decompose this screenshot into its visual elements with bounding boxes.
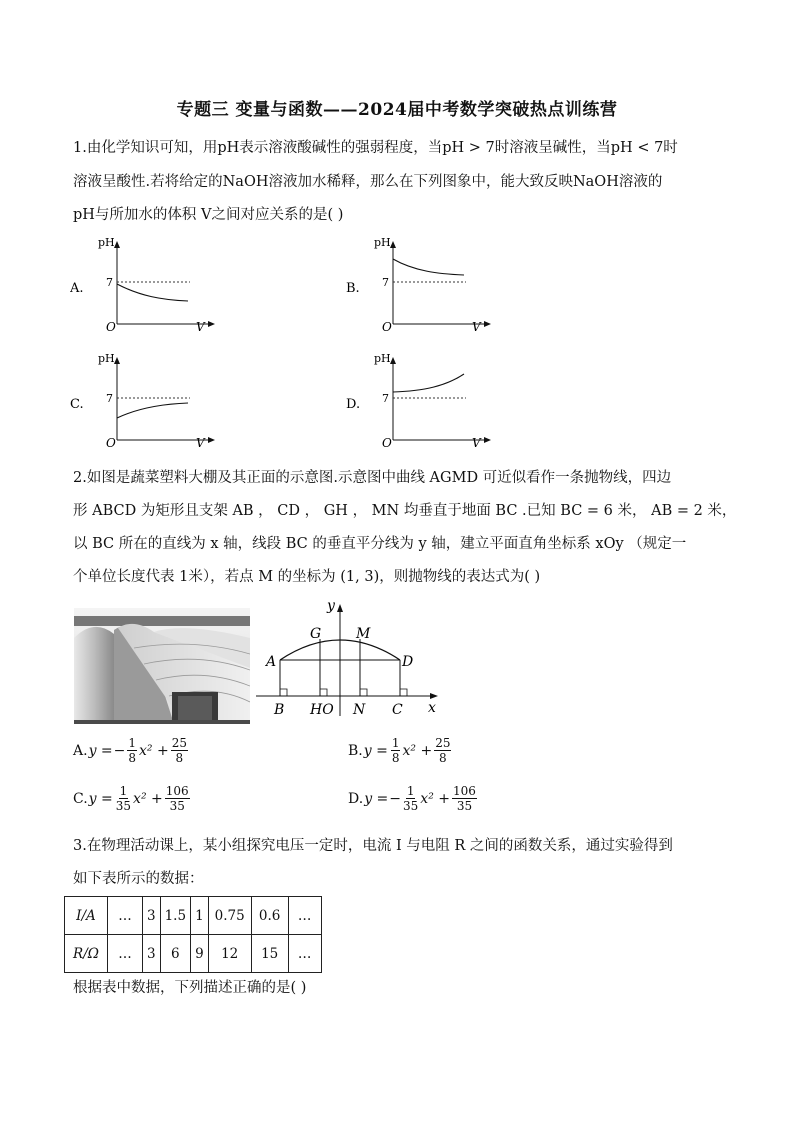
q2-option-c-num2: 106	[165, 784, 189, 798]
label-x: x	[428, 700, 436, 716]
q1-option-c-graph	[70, 350, 220, 450]
q2-option-a-label: A.	[73, 742, 88, 759]
q2-option-d-den1: 35	[403, 799, 419, 813]
q2-option-a-mid: x² +	[139, 742, 169, 759]
q3-line-1: 3.在物理活动课上，某小组探究电压一定时，电流 I 与电阻 R 之间的函数关系，通过实验得到	[73, 838, 673, 854]
q1-option-d-v: V	[472, 436, 481, 450]
q2-option-c-label: C.	[73, 790, 88, 807]
table-cell: 9	[191, 935, 209, 973]
table-cell: 1.5	[160, 897, 190, 935]
table-row	[65, 935, 322, 973]
q1-option-c-label: C.	[70, 397, 84, 412]
q1-option-c-ph: pH	[98, 352, 115, 365]
q1-option-a-graph	[70, 234, 220, 334]
q2-option-a-lhs: y =	[88, 742, 113, 759]
q2-line-3: 以 BC 所在的直线为 x 轴，线段 BC 的垂直平分线为 y 轴，建立平面直角坐标系 xOy （规定一	[73, 536, 687, 552]
table-cell: 0.6	[251, 897, 288, 935]
table-cell: …	[108, 897, 143, 935]
q2-option-a	[73, 736, 189, 765]
q2-option-d	[348, 784, 478, 813]
q1-option-a-v: V	[196, 320, 205, 334]
q2-option-c-den1: 35	[115, 799, 132, 813]
q2-option-d-num1: 1	[406, 784, 415, 798]
q2-option-b-num2: 25	[435, 736, 451, 750]
q2-option-a-sign: −	[113, 742, 126, 759]
table-cell: 1	[191, 897, 209, 935]
q2-line-1: 2.如图是蔬菜塑料大棚及其正面的示意图.示意图中曲线 AGMD 可近似看作一条抛物线，四边	[73, 470, 672, 486]
q2-option-b-label: B.	[348, 742, 363, 759]
table-cell: …	[288, 897, 321, 935]
q1-option-a-ph: pH	[98, 236, 115, 249]
q2-option-b	[348, 736, 452, 765]
q1-line-3: pH与所加水的体积 V之间对应关系的是( )	[73, 207, 344, 223]
q1-option-a-origin: O	[106, 320, 116, 334]
q1-option-d-origin: O	[382, 436, 392, 450]
q2-line-4: 个单位长度代表 1米），若点 M 的坐标为 (1, 3)，则抛物线的表达式为( )	[73, 569, 541, 585]
q2-line-2: 形 ABCD 为矩形且支架 AB ， CD ， GH ， MN 均垂直于地面 BC .已知 BC = 6 米， AB = 2 米，	[73, 503, 737, 519]
q2-option-d-den2: 35	[456, 799, 473, 813]
q1-option-c-origin: O	[106, 436, 116, 450]
q2-option-b-lhs: y =	[363, 742, 388, 759]
q2-option-b-num1: 1	[391, 736, 400, 750]
q1-option-a-seven: 7	[106, 276, 113, 289]
q1-option-a-curve	[117, 284, 188, 301]
q1-option-c-curve	[117, 403, 188, 418]
table-cell: …	[288, 935, 321, 973]
q1-option-b-graph	[346, 234, 496, 334]
q1-option-b-curve	[393, 259, 464, 275]
table-row	[65, 897, 322, 935]
q1-option-b-origin: O	[382, 320, 392, 334]
q2-option-c-lhs: y =	[88, 790, 113, 807]
q1-option-a-label: A.	[70, 281, 84, 296]
q1-option-c-v: V	[196, 436, 205, 450]
q1-option-c-seven: 7	[106, 392, 113, 405]
q2-option-a-den2: 8	[175, 751, 184, 765]
q2-option-c	[73, 784, 191, 813]
table-cell: I/A	[65, 897, 108, 935]
q2-option-b-den2: 8	[439, 751, 447, 765]
page-title: 专题三 变量与函数——2024届中考数学突破热点训练营	[176, 100, 618, 120]
label-a: A	[266, 654, 277, 670]
q2-option-d-sign: −	[389, 790, 402, 807]
q1-option-d-graph	[346, 350, 496, 450]
q2-option-a-num1: 1	[128, 736, 137, 750]
label-b: B	[274, 702, 285, 718]
q1-option-b-label: B.	[346, 281, 360, 296]
table-cell: 15	[251, 935, 288, 973]
q2-option-d-mid: x² +	[420, 790, 450, 807]
label-m: M	[356, 626, 371, 642]
q2-option-b-den1: 8	[391, 751, 400, 765]
q1-line-2: 溶液呈酸性.若将给定的NaOH溶液加水稀释，那么在下列图象中，能大致反映NaOH溶液的	[73, 174, 663, 190]
q2-option-c-num1: 1	[119, 784, 128, 798]
q1-option-b-v: V	[472, 320, 481, 334]
q2-option-c-mid: x² +	[133, 790, 163, 807]
label-c: C	[392, 702, 403, 718]
q3-data-table	[64, 896, 322, 973]
label-g: G	[310, 626, 322, 642]
q1-option-b-ph: pH	[374, 236, 391, 249]
label-n: N	[353, 702, 366, 718]
label-d: D	[402, 654, 414, 670]
q3-after-table: 根据表中数据，下列描述正确的是( )	[73, 980, 307, 996]
q2-option-d-label: D.	[348, 790, 364, 807]
q1-option-b-seven: 7	[382, 276, 389, 289]
table-cell: 6	[160, 935, 190, 973]
q1-option-d-label: D.	[346, 397, 361, 412]
q2-option-d-lhs: y =	[364, 790, 389, 807]
q1-option-d-curve	[393, 374, 464, 392]
q2-option-b-mid: x² +	[402, 742, 433, 759]
table-cell: 3	[143, 935, 161, 973]
label-y: y	[327, 598, 335, 614]
q3-line-2: 如下表所示的数据：	[73, 871, 204, 887]
q2-option-c-den2: 35	[169, 799, 185, 813]
table-cell: R/Ω	[65, 935, 108, 973]
table-cell: …	[108, 935, 143, 973]
label-ho: HO	[310, 702, 334, 718]
table-cell: 0.75	[208, 897, 251, 935]
table-cell: 12	[208, 935, 251, 973]
table-cell: 3	[143, 897, 161, 935]
q2-option-d-num2: 106	[453, 784, 476, 798]
q2-option-a-num2: 25	[171, 736, 188, 750]
q2-option-a-den1: 8	[128, 751, 137, 765]
q1-line-1: 1.由化学知识可知，用pH表示溶液酸碱性的强弱程度，当pH > 7时溶液呈碱性，当pH < 7时	[73, 140, 678, 156]
greenhouse-photo	[74, 608, 250, 724]
q1-option-d-seven: 7	[382, 392, 389, 405]
q1-option-d-ph: pH	[374, 352, 391, 365]
q2-schematic-diagram	[252, 598, 452, 722]
